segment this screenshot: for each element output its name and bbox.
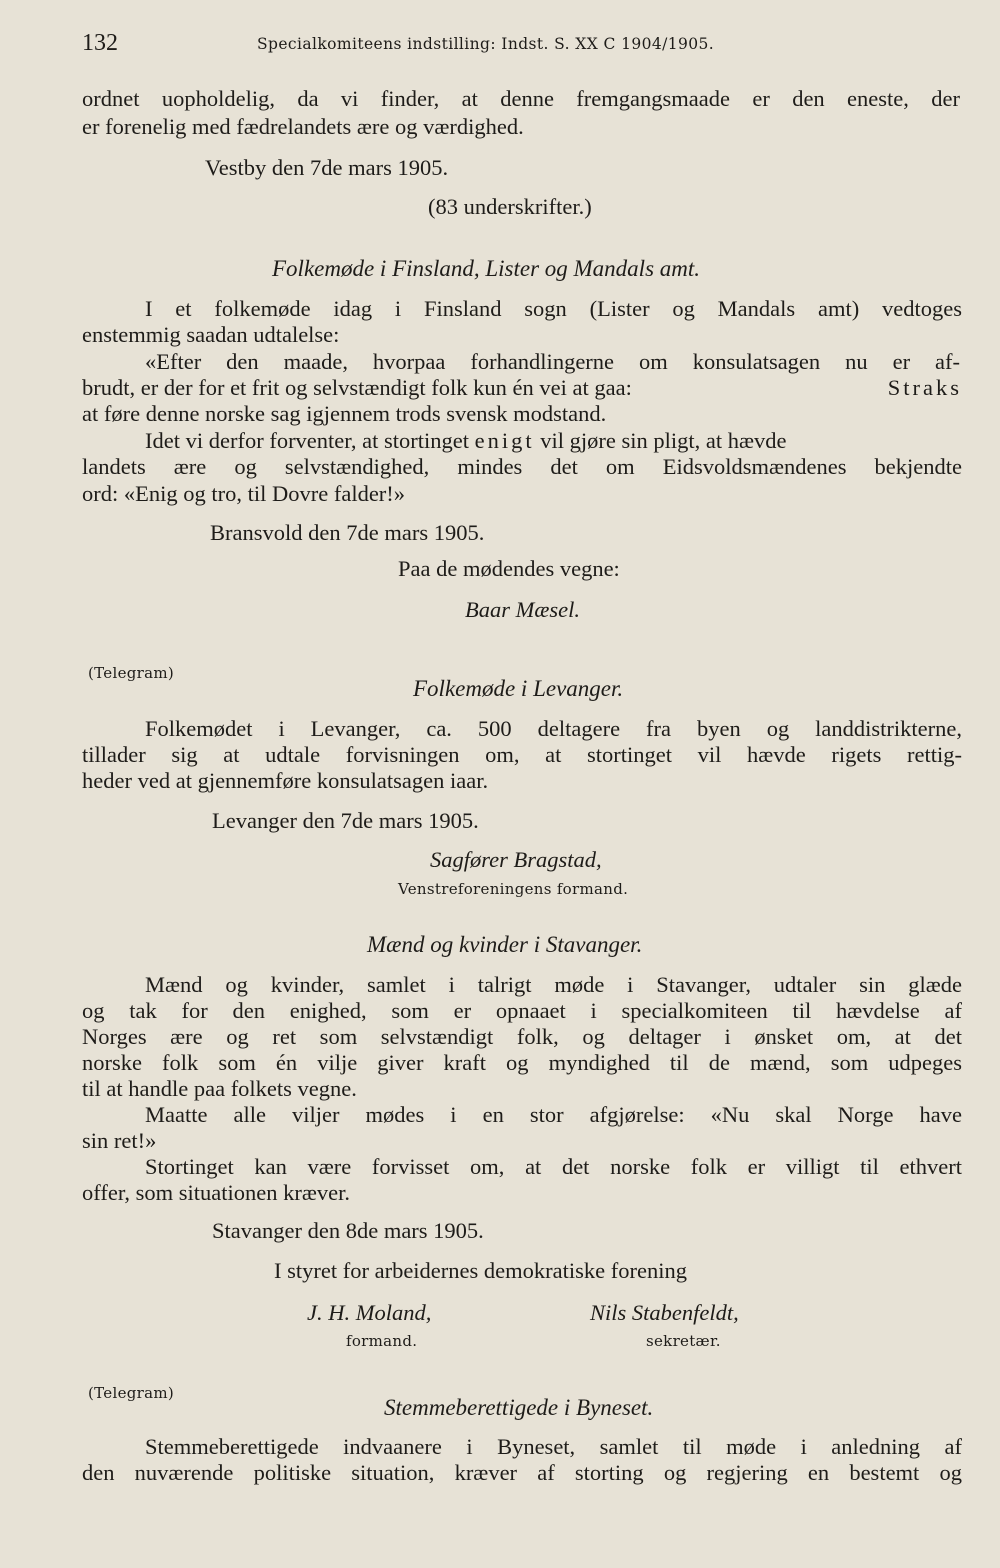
telegram-note: (Telegram) <box>88 664 175 682</box>
body-line: landets ære og selvstændighed, mindes det om Eidsvoldsmændenes bekjendte <box>82 454 962 479</box>
page-header <box>82 30 962 57</box>
running-title: Specialkomiteens indstilling: Indst. S. XX C 1904/1905. <box>257 35 715 53</box>
signer-role: sekretær. <box>646 1332 721 1350</box>
body-line-text: vil gjøre sin pligt, at hævde <box>540 428 787 453</box>
body-line: til at handle paa folkets vegne. <box>82 1076 357 1101</box>
page-number: 132 <box>82 30 118 56</box>
signer-name: J. H. Moland, <box>307 1300 432 1325</box>
emphasis-spaced: Straks <box>887 375 962 400</box>
signer-name: Baar Mæsel. <box>465 597 580 622</box>
body-line: Maatte alle viljer mødes i en stor afgjørelse: «Nu skal Norge have <box>145 1102 962 1127</box>
body-line: «Efter den maade, hvorpaa forhandlingerne om konsulatsagen nu er af- <box>145 349 960 374</box>
date-line: Levanger den 7de mars 1905. <box>212 808 479 833</box>
body-line: Mænd og kvinder, samlet i talrigt møde i Stavanger, udtaler sin glæde <box>145 972 962 997</box>
signer-role: formand. <box>346 1332 418 1350</box>
date-line: Bransvold den 7de mars 1905. <box>210 520 485 545</box>
body-line: offer, som situationen kræver. <box>82 1180 351 1205</box>
telegram-note: (Telegram) <box>88 1384 175 1402</box>
signer-role: Venstreforeningens formand. <box>398 880 629 898</box>
body-line: I et folkemøde idag i Finsland sogn (Lister og Mandals amt) vedtoges <box>145 296 962 321</box>
section-title: Mænd og kvinder i Stavanger. <box>367 932 643 957</box>
section-title: Stemmeberettigede i Byneset. <box>384 1395 654 1420</box>
body-line: ordnet uopholdelig, da vi finder, at denne fremgangsmaade er den eneste, der <box>82 86 960 111</box>
body-line <box>145 428 962 454</box>
body-line: Stortinget kan være forvisset om, at det norske folk er villigt til ethvert <box>145 1154 962 1179</box>
signer-name: Nils Stabenfeldt, <box>590 1300 739 1325</box>
signatures-count: (83 underskrifter.) <box>428 194 592 219</box>
body-line: heder ved at gjennemføre konsulatsagen iaar. <box>82 768 489 793</box>
body-line: og tak for den enighed, som er opnaaet i specialkomiteen til hævdelse af <box>82 998 962 1023</box>
body-line: at føre denne norske sag igjennem trods svensk modstand. <box>82 401 607 426</box>
board-line: I styret for arbeidernes demokratiske forening <box>274 1258 687 1283</box>
behalf-line: Paa de mødendes vegne: <box>398 556 620 581</box>
emphasis-spaced: enigt <box>474 428 535 453</box>
body-line: den nuværende politiske situation, kræver af storting og regjering en bestemt og <box>82 1460 962 1485</box>
body-line: norske folk som én vilje giver kraft og myndighed til de mænd, som udpeges <box>82 1050 962 1075</box>
signer-name: Sagfører Bragstad, <box>430 847 602 872</box>
body-line <box>82 375 962 401</box>
body-line: er forenelig med fædrelandets ære og værdighed. <box>82 114 524 139</box>
body-line-text: brudt, er der for et frit og selvstændigt folk kun én vei at gaa: <box>82 375 632 400</box>
date-line: Stavanger den 8de mars 1905. <box>212 1218 484 1243</box>
body-line: Stemmeberettigede indvaanere i Byneset, samlet til møde i anledning af <box>145 1434 962 1459</box>
body-line: Norges ære og ret som selvstændigt folk, og deltager i ønsket om, at det <box>82 1024 962 1049</box>
section-title: Folkemøde i Levanger. <box>413 676 624 701</box>
body-line-text: Idet vi derfor forventer, at stortinget <box>145 428 469 453</box>
body-line: sin ret!» <box>82 1128 157 1153</box>
body-line: Folkemødet i Levanger, ca. 500 deltagere fra byen og landdistrikterne, <box>145 716 962 741</box>
body-line: ord: «Enig og tro, til Dovre falder!» <box>82 481 406 506</box>
date-line: Vestby den 7de mars 1905. <box>205 155 449 180</box>
section-title: Folkemøde i Finsland, Lister og Mandals amt. <box>272 256 701 281</box>
body-line: tillader sig at udtale forvisningen om, at stortinget vil hævde rigets rettig- <box>82 742 962 767</box>
body-line: enstemmig saadan udtalelse: <box>82 322 340 347</box>
